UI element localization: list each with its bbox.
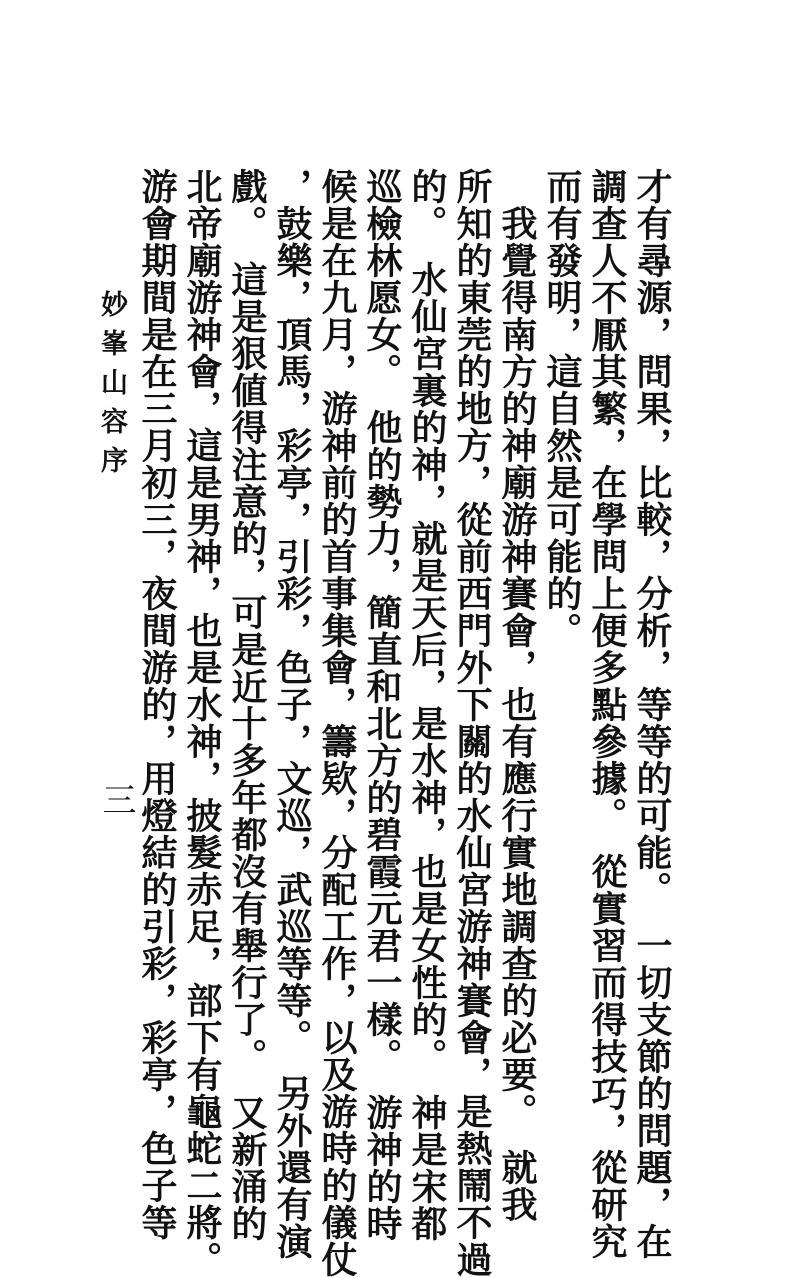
text-column-11: 北帝廟游神會，這是男神，也是水神，披髮赤足，部下有龜蛇二將。 [181,168,223,1278]
text-column-10: 戲。 這是狠値得注意的，可是近十多年都沒有舉行了。 又新涌的 [226,168,268,1242]
text-column-9: ，鼓樂，頂馬，彩亭，引彩，色子，文巡，武巡等等。 另外還有演 [271,168,313,1260]
text-column-7: 巡檢林愿女。 他的勢力，簡直和北方的碧霞元君一樣。 游神的時 [361,168,403,1242]
text-column-8: 候是在九月，游神前的首事集會，籌欵，分配工作，以及游時的儀仗 [316,168,358,1278]
page-number: 三 [96,782,136,816]
text-column-4: 我覺得南方的神廟游神賽會，也有應行實地調查的必要。 就我 [496,168,538,1223]
text-column-5: 所知的東莞的地方，從前西門外下關的水仙宮游神賽會，是熱鬧不過 [451,168,493,1278]
text-column-12: 游會期間是在三月初三，夜間游的，用燈結的引彩，彩亭，色子等 [136,168,178,1241]
text-column-2: 調查人不厭其繁，在學問上便多點參據。 從實習而得技巧，從研究 [586,168,628,1260]
text-column-3: 而有發明，這自然是可能的。 [541,168,583,649]
running-head: 妙峯山容序 [96,290,127,485]
text-column-6: 的。 水仙宮裏的神，就是天后，是水神，也是女性的。 神是宋都 [406,168,448,1242]
text-column-1: 才有尋源，問果，比較，分析，等等的可能。 一切支節的問題，在 [631,168,673,1260]
